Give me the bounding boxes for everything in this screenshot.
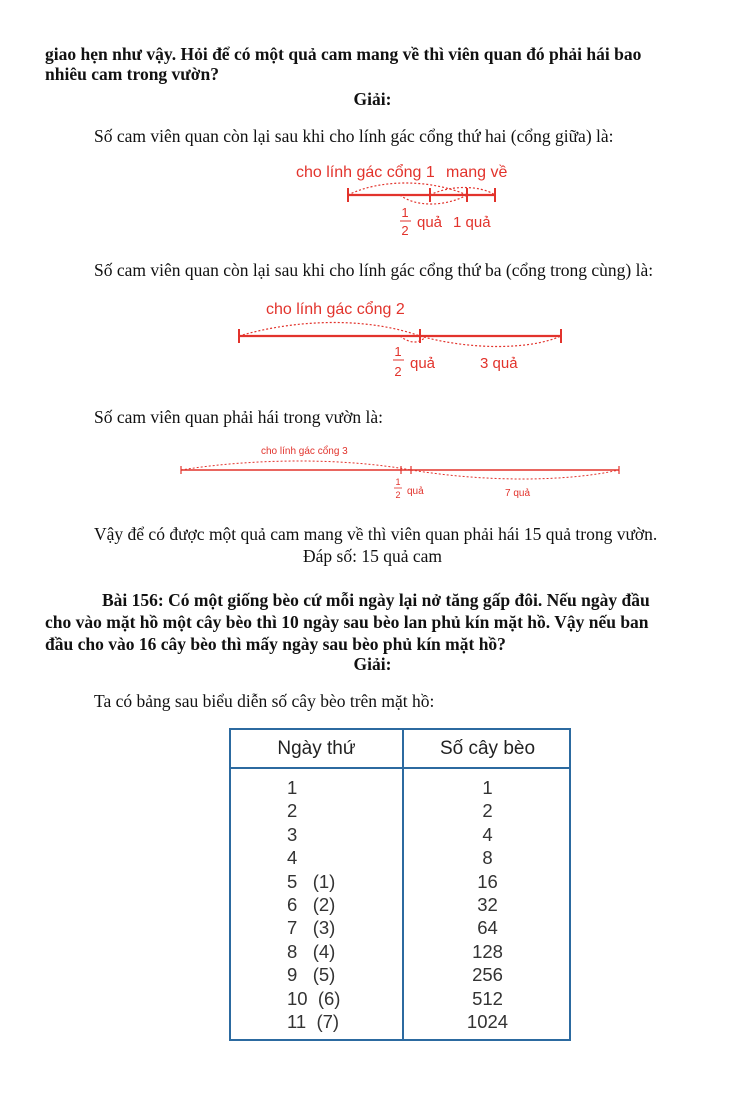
day-cell: 5 (1) (287, 870, 336, 892)
day-cell: 6 (2) (287, 893, 336, 915)
bloom-table (229, 728, 571, 1041)
diagram-3-half-den: 2 (395, 490, 401, 500)
problem-line-3: đầu cho vào 16 cây bèo thì mấy ngày sau bèo phủ kín mặt hồ? (45, 634, 506, 654)
diagram-1-top-left-label: cho lính gác cổng 1 (296, 164, 435, 181)
diagram-2-top-brace (239, 323, 420, 337)
solution-label-2: Giải: (353, 654, 392, 674)
count-cell: 8 (482, 847, 493, 869)
count-cell: 16 (477, 870, 498, 892)
diagram-1-half-unit: quả (417, 214, 443, 231)
diagram-1 (290, 155, 520, 247)
count-cell: 256 (472, 964, 503, 986)
diagram-3-top-left-label: cho lính gác cổng 3 (261, 446, 348, 457)
solution-label: Giải: (353, 89, 392, 109)
day-cell: 1 (287, 777, 298, 798)
diagram-3-right-label: 7 quả (505, 488, 531, 499)
diagram-2 (230, 292, 570, 392)
answer-text: Đáp số: 15 quả cam (303, 546, 442, 566)
diagram-3-top-brace (181, 461, 411, 470)
diagram-1-top-brace-right (430, 188, 495, 196)
day-cell: 4 (287, 847, 298, 869)
day-cell: 8 (4) (287, 940, 336, 962)
conclusion-text: Vậy để có được một quả cam mang về thì viên quan phải hái 15 quả trong vườn. (94, 524, 658, 544)
diagram-3-half-unit: quả (407, 486, 424, 497)
diagram-1-half-num: 1 (401, 205, 409, 220)
problem-line-2: cho vào mặt hồ một cây bèo thì 10 ngày sau bèo lan phủ kín mặt hồ. Vậy nếu ban (45, 612, 649, 632)
intro-line-1: giao hẹn như vậy. Hỏi để có một quả cam mang về thì viên quan đó phải hái bao (45, 44, 642, 64)
diagram-2-right-label: 3 quả (480, 355, 518, 372)
table-header-count: Số cây bèo (404, 730, 571, 769)
count-cell: 64 (477, 917, 498, 939)
day-cell: 11 (7) (287, 1010, 340, 1032)
diagram-2-half-unit: quả (410, 355, 436, 372)
diagram-1-half-den: 2 (401, 223, 409, 238)
count-cell: 128 (472, 940, 503, 962)
intro-line-2: nhiêu cam trong vườn? (45, 64, 219, 84)
diagram-3-half-num: 1 (395, 477, 401, 487)
count-cell: 1024 (466, 1010, 509, 1032)
diagram-3 (175, 438, 625, 508)
diagram-2-half-den: 2 (394, 364, 402, 379)
day-cell: 3 (287, 823, 298, 845)
count-cell: 512 (472, 987, 503, 1009)
count-cell: 4 (482, 823, 493, 845)
diagram-1-top-right-label: mang về (446, 164, 508, 181)
diagram-2-half-num: 1 (394, 344, 402, 359)
problem-line-1: Bài 156: Có một giống bèo cứ mỗi ngày lại nở tăng gấp đôi. Nếu ngày đầu (102, 590, 650, 610)
diagram-2-top-left-label: cho lính gác cổng 2 (266, 301, 405, 318)
table-intro-text: Ta có bảng sau biểu diễn số cây bèo trên mặt hồ: (94, 691, 435, 711)
day-cell: 10 (6) (287, 987, 341, 1009)
day-cell: 2 (287, 800, 298, 822)
diagram-1-right-label: 1 quả (453, 214, 491, 231)
day-cell: 9 (5) (287, 964, 336, 986)
count-column (404, 776, 571, 1033)
day-cell: 7 (3) (287, 917, 336, 939)
step-1-text: Số cam viên quan còn lại sau khi cho lính gác cổng thứ hai (cổng giữa) là: (94, 126, 614, 146)
count-cell: 2 (482, 800, 493, 822)
table-header-day: Ngày thứ (231, 730, 402, 769)
day-column (287, 776, 340, 1033)
step-2-text: Số cam viên quan còn lại sau khi cho lính gác cổng thứ ba (cổng trong cùng) là: (94, 260, 654, 280)
count-cell: 32 (477, 893, 498, 915)
step-3-text: Số cam viên quan phải hái trong vườn là: (94, 407, 383, 427)
count-cell: 1 (482, 777, 493, 798)
